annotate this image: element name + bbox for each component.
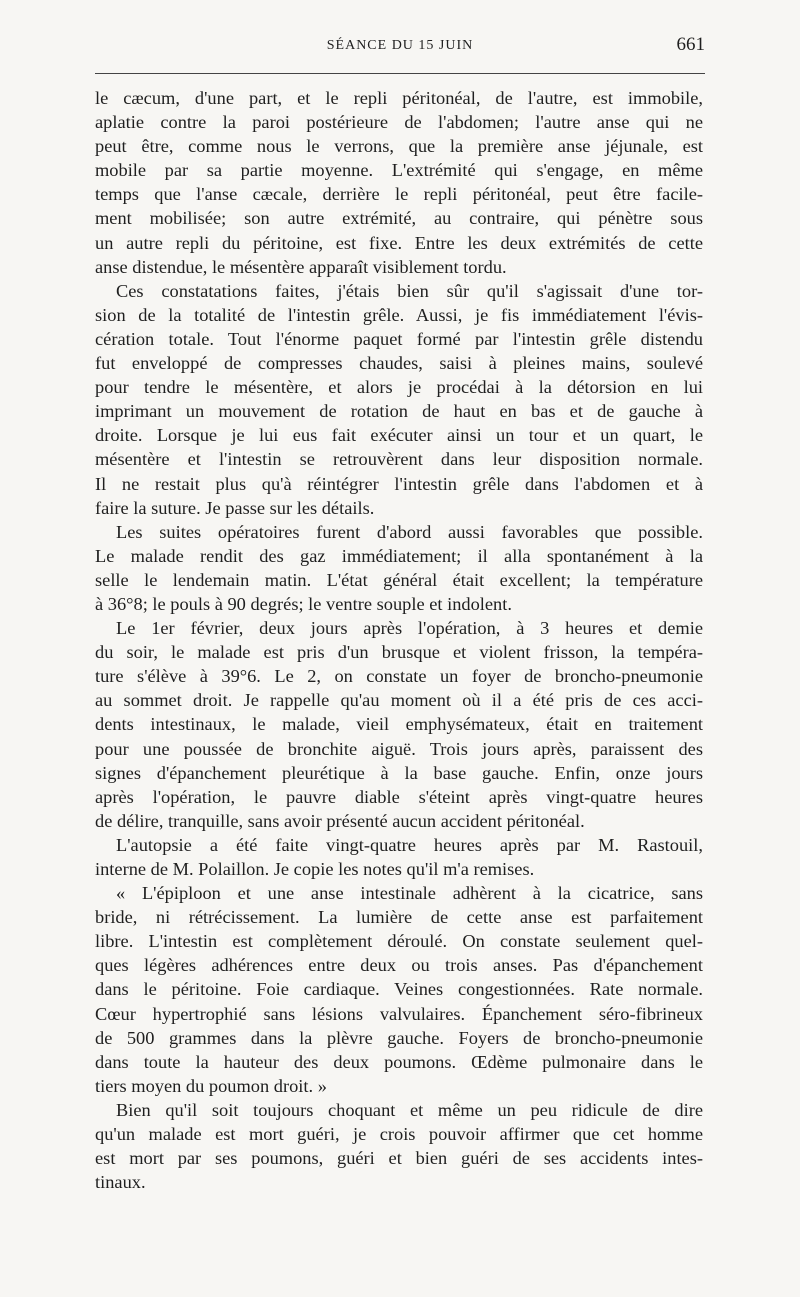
text-line: peut être, comme nous le verrons, que la première anse jéjunale, est: [95, 136, 703, 157]
text-line: aplatie contre la paroi postérieure de l'abdomen; l'autre anse qui ne: [95, 112, 703, 133]
text-line: dents intestinaux, le malade, vieil emphysémateux, était en traitement: [95, 714, 703, 735]
text-line: de délire, tranquille, sans avoir présenté aucun accident péritonéal.: [95, 810, 585, 831]
text-line: Il ne restait plus qu'à réintégrer l'intestin grêle dans l'abdomen et à: [95, 473, 703, 494]
text-line: ment mobilisée; son autre extrémité, au contraire, qui pénètre sous: [95, 208, 703, 229]
body-text: [95, 86, 703, 1194]
text-line: libre. L'intestin est complètement déroulé. On constate seulement quel-: [95, 931, 703, 952]
text-line: faire la suture. Je passe sur les détails.: [95, 497, 375, 518]
text-line: de 500 grammes dans la plèvre gauche. Foyers de broncho-pneumonie: [95, 1027, 703, 1048]
text-line: pour tendre le mésentère, et alors je procédai à la détorsion en lui: [95, 377, 703, 398]
text-line: pour une poussée de bronchite aiguë. Trois jours après, paraissent des: [95, 738, 703, 759]
text-line: cération totale. Tout l'énorme paquet formé par l'intestin grêle distendu: [95, 328, 703, 349]
text-line: ture s'élève à 39°6. Le 2, on constate un foyer de broncho-pneumonie: [95, 666, 703, 687]
text-line: signes d'épanchement pleurétique à la base gauche. Enfin, onze jours: [95, 762, 703, 783]
text-line: est mort par ses poumons, guéri et bien guéri de ses accidents intes-: [95, 1148, 703, 1169]
text-line: mésentère et l'intestin se retrouvèrent dans leur disposition normale.: [95, 449, 703, 470]
text-line: mobile par sa partie moyenne. L'extrémité qui s'engage, en même: [95, 160, 703, 181]
text-line: Bien qu'il soit toujours choquant et même un peu ridicule de dire: [116, 1099, 703, 1120]
text-line: qu'un malade est mort guéri, je crois pouvoir affirmer que cet homme: [95, 1124, 703, 1145]
text-line: après l'opération, le pauvre diable s'éteint après vingt-quatre heures: [95, 786, 703, 807]
text-line: tiers moyen du poumon droit. »: [95, 1075, 327, 1096]
text-line: droite. Lorsque je lui eus fait exécuter ainsi un tour et un quart, le: [95, 425, 703, 446]
text-line: Cœur hypertrophié sans lésions valvulaires. Épanchement séro-fibrineux: [95, 1003, 703, 1024]
text-line: Les suites opératoires furent d'abord aussi favorables que possible.: [116, 521, 703, 542]
text-line: dans toute la hauteur des deux poumons. Œdème pulmonaire dans le: [95, 1051, 703, 1072]
text-line: Le malade rendit des gaz immédiatement; il alla spontanément à la: [95, 545, 703, 566]
text-line: le cæcum, d'une part, et le repli péritonéal, de l'autre, est immobile,: [95, 88, 703, 108]
text-line: sion de la totalité de l'intestin grêle. Aussi, je fis immédiatement l'évis-: [95, 304, 703, 325]
text-line: tinaux.: [95, 1172, 146, 1193]
page-header: [95, 34, 705, 58]
text-line: selle le lendemain matin. L'état général était excellent; la température: [95, 569, 703, 590]
text-line: bride, ni rétrécissement. La lumière de cette anse est parfaitement: [95, 907, 703, 928]
text-line: Le 1er février, deux jours après l'opération, à 3 heures et demie: [116, 618, 703, 639]
text-line: Ces constatations faites, j'étais bien sûr qu'il s'agissait d'une tor-: [116, 280, 703, 301]
text-line: au sommet droit. Je rappelle qu'au moment où il a été pris de ces acci-: [95, 690, 703, 711]
page-number: 661: [676, 34, 705, 55]
running-head: SÉANCE DU 15 JUIN: [326, 38, 474, 53]
text-line: « L'épiploon et une anse intestinale adhèrent à la cicatrice, sans: [116, 883, 703, 904]
text-line: anse distendue, le mésentère apparaît visiblement tordu.: [95, 256, 507, 277]
text-line: imprimant un mouvement de rotation de haut en bas et de gauche à: [95, 401, 703, 422]
text-line: ques légères adhérences entre deux ou trois anses. Pas d'épanchement: [95, 955, 703, 976]
text-line: interne de M. Polaillon. Je copie les notes qu'il m'a remises.: [95, 859, 535, 879]
text-line: du soir, le malade est pris d'un brusque et violent frisson, la tempéra-: [95, 642, 703, 663]
header-rule: [95, 73, 705, 74]
text-line: un autre repli du péritoine, est fixe. Entre les deux extrémités de cette: [95, 232, 703, 253]
text-line: dans le péritoine. Foie cardiaque. Veines congestionnées. Rate normale.: [95, 979, 703, 1000]
text-line: temps que l'anse cæcale, derrière le repli péritonéal, peut être facile-: [95, 184, 703, 205]
text-line: fut enveloppé de compresses chaudes, saisi à pleines mains, soulevé: [95, 353, 703, 374]
text-line: à 36°8; le pouls à 90 degrés; le ventre souple et indolent.: [95, 593, 512, 614]
text-line: L'autopsie a été faite vingt-quatre heures après par M. Rastouil,: [116, 834, 703, 855]
